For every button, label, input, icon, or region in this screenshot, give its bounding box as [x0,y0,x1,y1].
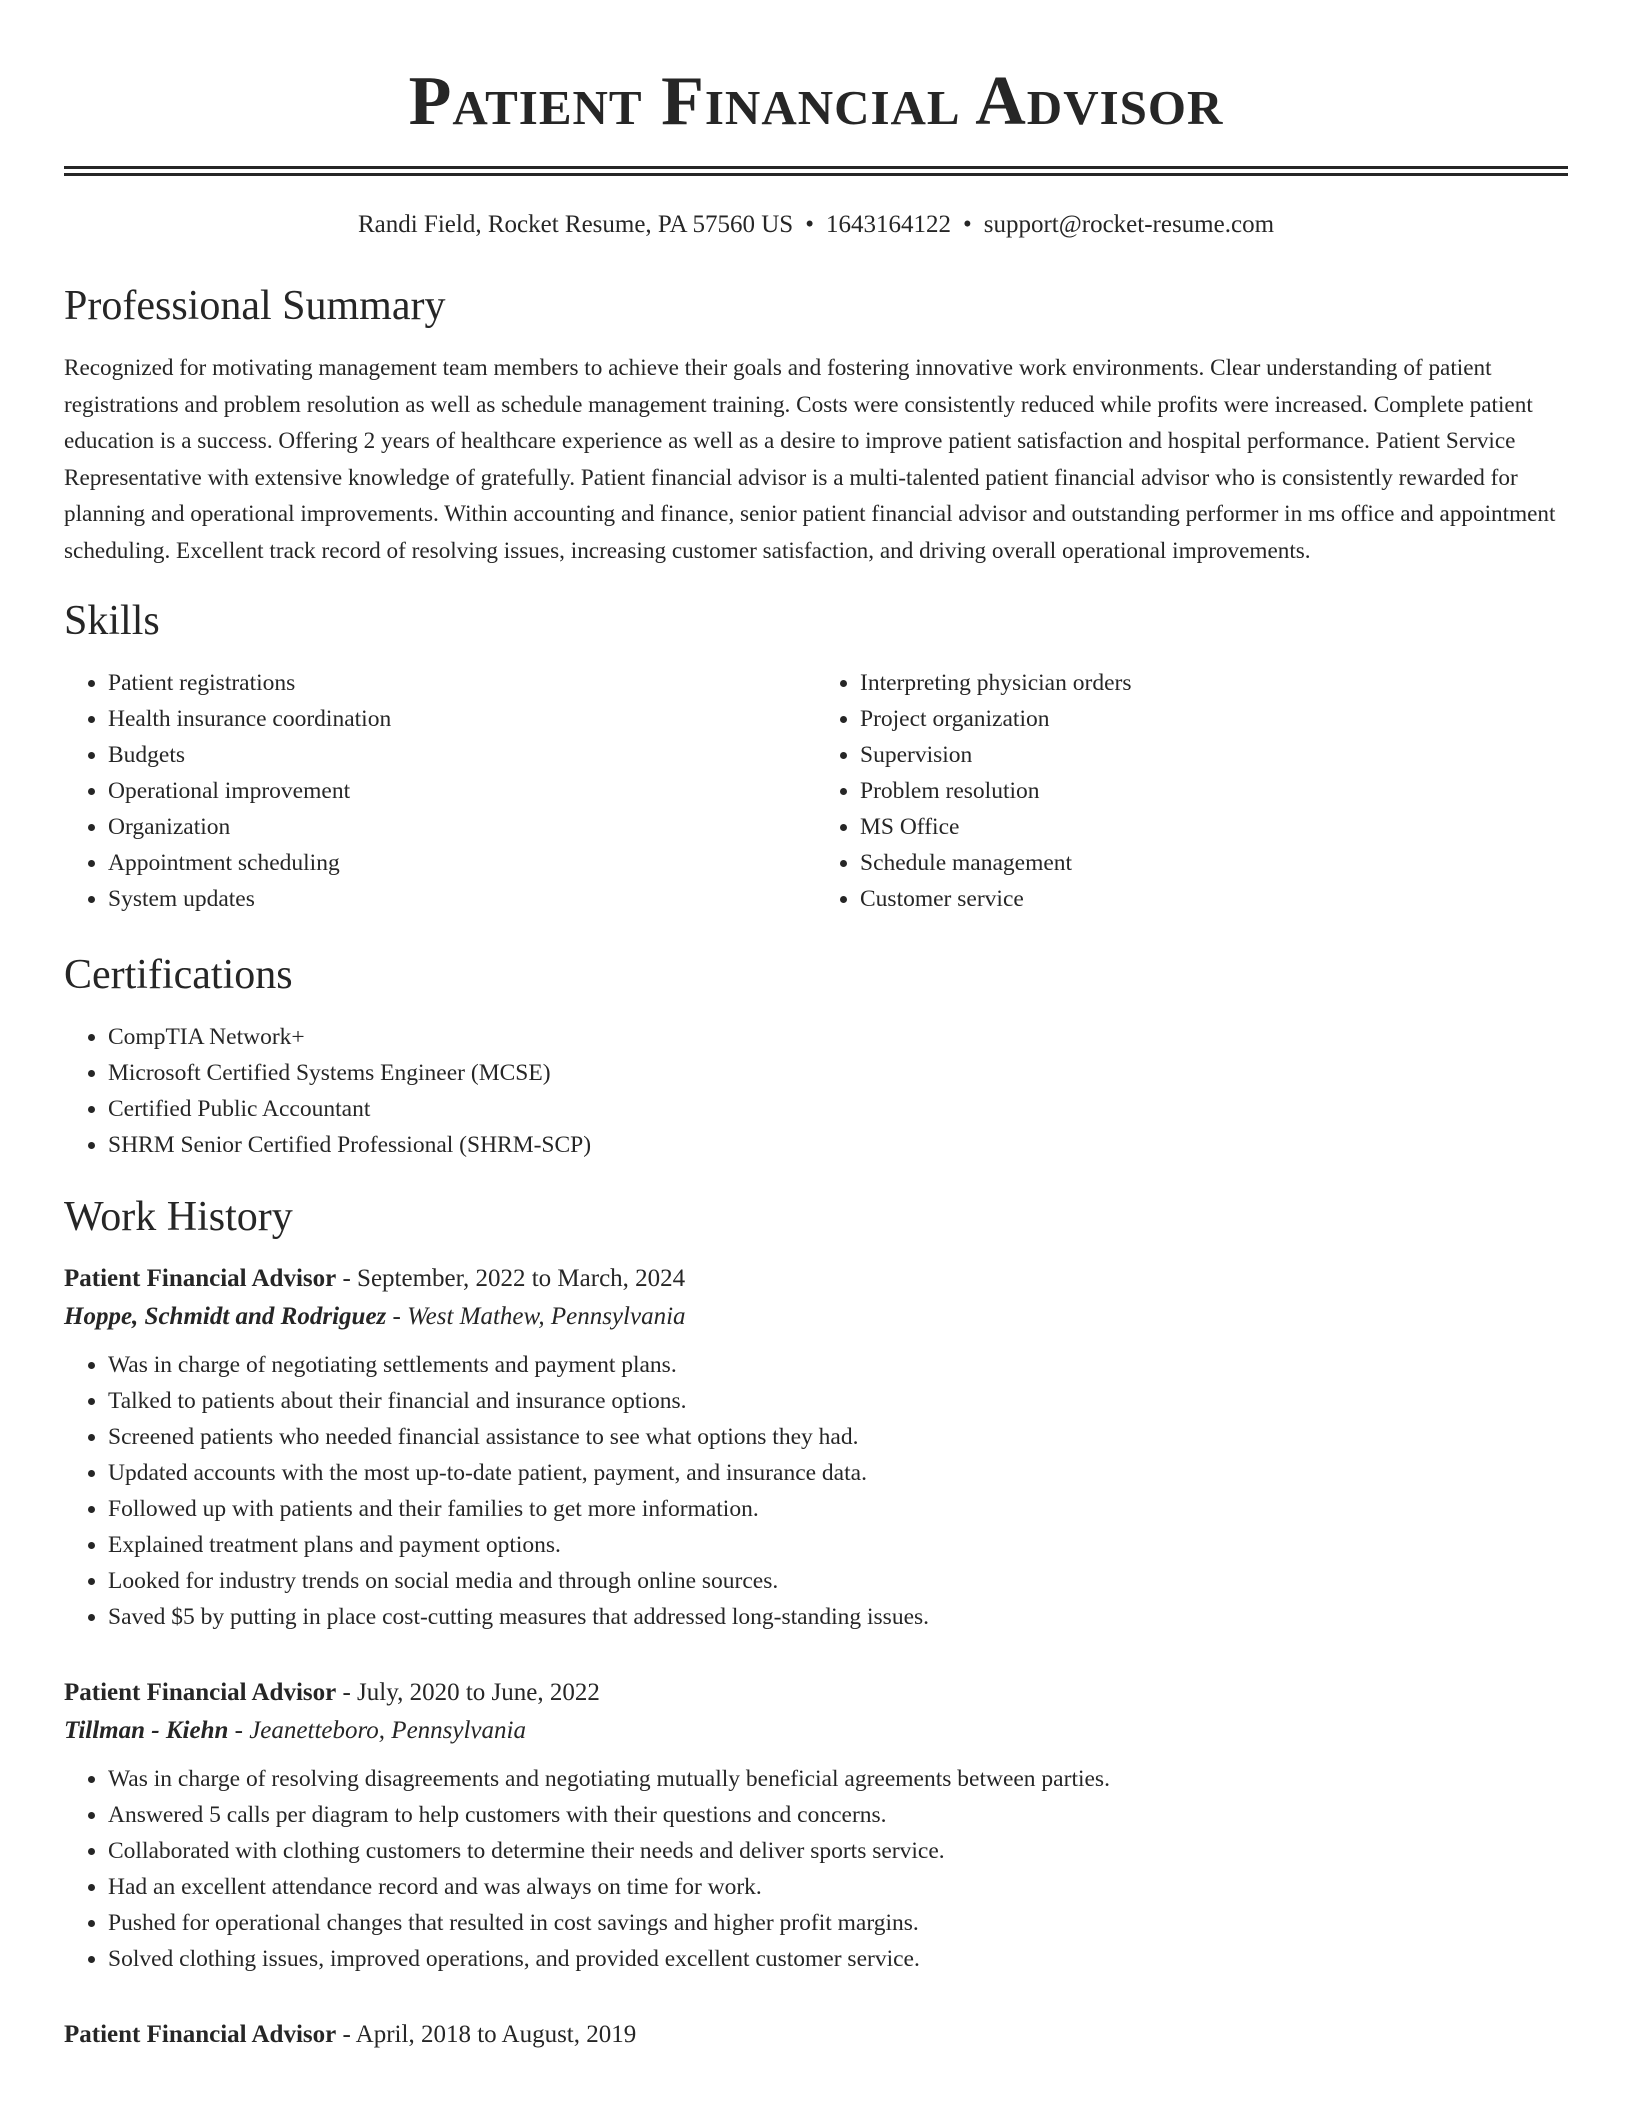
job-bullet: • Updated accounts with the most up-to-date patient, payment, and insurance data. [108,1455,1568,1491]
skill-item: • Organization [108,809,816,845]
job-bullet: • Explained treatment plans and payment options. [108,1527,1568,1563]
job-title-line [64,1677,1568,1709]
job-title-line [64,2019,1568,2051]
skill-item: • Supervision [860,737,1568,773]
summary-text: Recognized for motivating management team members to achieve their goals and fostering innovative work environments. Clear understanding of patient registrations and problem resolution as well as schedule management training. Costs were consistently reduced while profits were increased. Complete patient education is a success. Offering 2 years of healthcare experience as well as a desire to improve patient satisfaction and hospital performance. Patient Service Representative with extensive knowledge of gratefully. Patient financial advisor is a multi-talented patient financial advisor who is consistently rewarded for planning and operational improvements. Within accounting and finance, senior patient financial advisor and outstanding performer in ms office and appointment scheduling. Excellent track record of resolving issues, increasing customer satisfaction, and driving overall operational improvements. [64,355,1556,564]
job-bullet: • Was in charge of negotiating settlements and payment plans. [108,1347,1568,1383]
job-entry [64,2019,1568,2051]
skill-item: • Problem resolution [860,773,1568,809]
job-bullet: • Pushed for operational changes that resulted in cost savings and higher profit margins. [108,1905,1568,1941]
certification-item: • CompTIA Network+ [108,1019,1568,1055]
contact-separator: • [962,211,972,238]
job-bullet: • Looked for industry trends on social media and through online sources. [108,1563,1568,1599]
job-company: Hoppe, Schmidt and Rodriguez [64,1303,387,1330]
contact-email: support@rocket-resume.com [983,211,1275,238]
job-location: - Jeanetteboro, Pennsylvania [228,1717,526,1744]
job-dates: - April, 2018 to August, 2019 [336,2021,637,2048]
skill-item: • Budgets [108,737,816,773]
job-dates: - September, 2022 to March, 2024 [336,1265,686,1292]
job-title-line [64,1263,1568,1295]
skill-item: • Schedule management [860,845,1568,881]
contact-separator: • [805,211,814,238]
job-company: Tillman - Kiehn [64,1717,229,1744]
skill-item: • System updates [108,881,816,917]
contact-address: Randi Field, Rocket Resume, PA 57560 US [357,211,794,238]
certification-item: • SHRM Senior Certified Professional (SHRM-SCP) [108,1127,1568,1163]
skills-columns [64,665,1568,917]
title-rule-bottom [64,173,1568,176]
job-bullet: • Solved clothing issues, improved operations, and provided excellent customer service. [108,1941,1568,1977]
skill-item: • Project organization [860,701,1568,737]
job-bullet: • Collaborated with clothing customers to determine their needs and deliver sports service. [108,1833,1568,1869]
skill-item: • Appointment scheduling [108,845,816,881]
contact-line [64,210,1568,240]
job-company-line [64,1715,1568,1747]
job-title: Patient Financial Advisor [64,1679,337,1706]
title-rule-top [64,166,1568,169]
contact-phone: 1643164122 [825,211,951,238]
job-bullet: • Was in charge of resolving disagreements and negotiating mutually beneficial agreements between parties. [108,1761,1568,1797]
job-bullets [64,1347,1568,1635]
certifications-list [64,1019,1568,1163]
skill-item: • Interpreting physician orders [860,665,1568,701]
skill-item: • Operational improvement [108,773,816,809]
job-bullet: • Screened patients who needed financial assistance to see what options they had. [108,1419,1568,1455]
job-bullet: • Saved $5 by putting in place cost-cutting measures that addressed long-standing issues. [108,1599,1568,1635]
skill-item: • Patient registrations [108,665,816,701]
job-dates: - July, 2020 to June, 2022 [336,1679,600,1706]
skill-item: • Customer service [860,881,1568,917]
job-title: Patient Financial Advisor [64,2021,337,2048]
job-company-line [64,1301,1568,1333]
job-title: Patient Financial Advisor [64,1265,337,1292]
job-bullets [64,1761,1568,1977]
resume-title: Patient Financial Advisor [408,63,1224,140]
skill-item: • Health insurance coordination [108,701,816,737]
certifications-heading: Certifications [64,952,293,998]
job-location: - West Mathew, Pennsylvania [386,1303,686,1330]
job-entry [64,1263,1568,1635]
certification-item: • Microsoft Certified Systems Engineer (MCSE) [108,1055,1568,1091]
job-bullet: • Had an excellent attendance record and was always on time for work. [108,1869,1568,1905]
certification-item: • Certified Public Accountant [108,1091,1568,1127]
job-entry [64,1677,1568,1977]
skills-list-right [816,665,1568,917]
skills-heading: Skills [64,598,160,644]
summary-heading: Professional Summary [64,283,446,329]
job-bullet: • Followed up with patients and their families to get more information. [108,1491,1568,1527]
job-bullet: • Answered 5 calls per diagram to help customers with their questions and concerns. [108,1797,1568,1833]
skill-item: • MS Office [860,809,1568,845]
work-history-heading: Work History [64,1194,293,1240]
job-bullet: • Talked to patients about their financial and insurance options. [108,1383,1568,1419]
skills-list-left [64,665,816,917]
